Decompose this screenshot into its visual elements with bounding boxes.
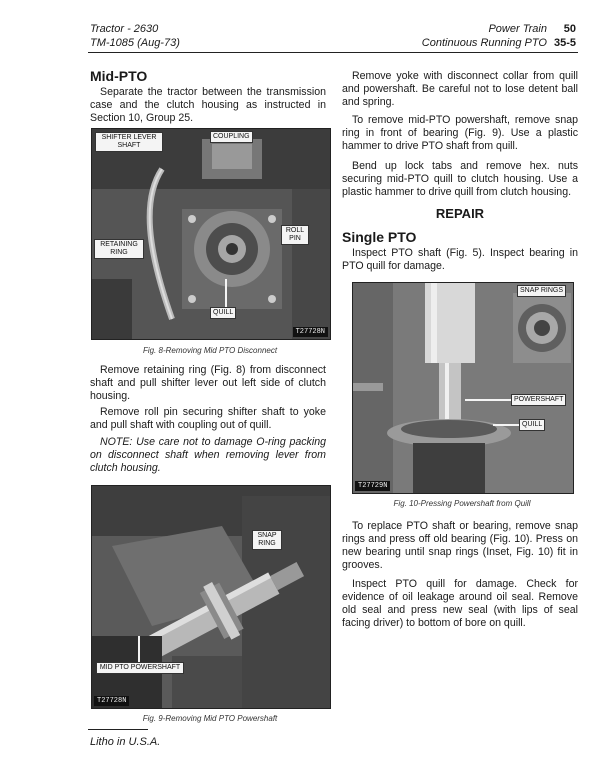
fig9-label-mid-pto-powershaft: MID PTO POWERSHAFT [96, 662, 184, 674]
fig8-label-quill: QUILL [210, 307, 236, 319]
left-paragraph-2: Remove retaining ring (Fig. 8) from disconnect shaft and pull shifter lever out left side of clutch housing. [90, 364, 326, 402]
header-rule [88, 52, 578, 53]
figure-10-caption: Fig. 10-Pressing Powershaft from Quill [393, 499, 531, 508]
header-left-line1: Tractor - 2630 [90, 23, 159, 35]
figure-8-caption: Fig. 8-Removing Mid PTO Disconnect [142, 346, 278, 355]
single-pto-heading: Single PTO [342, 229, 417, 245]
footer-text: Litho in U.S.A. [90, 736, 161, 748]
header-right-line2 [422, 37, 576, 50]
right-paragraph-1: Remove yoke with disconnect collar from quill and powershaft. Be careful not to lose detent ball and spring. [342, 70, 578, 108]
fig10-label-quill: QUILL [519, 419, 545, 431]
fig8-label-coupling: COUPLING [210, 131, 253, 143]
figure-9-illustration [92, 486, 330, 708]
footer-rule [88, 729, 148, 730]
fig10-label-powershaft: POWERSHAFT [511, 394, 566, 406]
left-paragraph-3: Remove roll pin securing shifter shaft to yoke and pull shaft with coupling out of quill. [90, 406, 326, 431]
figure-10-illustration [353, 283, 573, 493]
fig8-photo-tag: T27728N [293, 327, 328, 337]
fig9-label-snap-ring: SNAP RING [252, 530, 282, 550]
mid-pto-heading: Mid-PTO [90, 68, 148, 84]
right-paragraph-2: To remove mid-PTO powershaft, remove snap ring in front of bearing (Fig. 9). Use a plastic hammer to drive PTO shaft from quill. [342, 114, 578, 152]
fig9-powershaft-leader [138, 636, 140, 662]
left-note: NOTE: Use care not to damage O-ring packing on disconnect shaft when removing lever from clutch housing. [90, 436, 326, 474]
left-paragraph-1: Separate the tractor between the transmission case and the clutch housing as instructed in Section 10, Group 25. [90, 86, 326, 124]
fig8-label-roll-pin: ROLL PIN [281, 225, 309, 245]
header-right-line1 [488, 23, 576, 36]
figure-9-photo [91, 485, 331, 709]
right-paragraph-5: To replace PTO shaft or bearing, remove snap rings and press off old bearing (Fig. 10). Press on new bearing until snap rings (Inset, Fig. 10) fit in grooves. [342, 520, 578, 571]
right-paragraph-6: Inspect PTO quill for damage. Check for evidence of oil leakage around oil seal. Remove old seal and press new seal (with lips of seal facing driver) to bottom of bore on quill. [342, 578, 578, 629]
figure-9-caption: Fig. 9-Removing Mid PTO Powershaft [142, 714, 278, 723]
fig10-powershaft-leader [465, 399, 511, 401]
right-paragraph-4: Inspect PTO shaft (Fig. 5). Inspect bearing in PTO quill for damage. [342, 247, 578, 272]
header-section-number: 50 [563, 23, 576, 35]
fig8-label-retaining-ring: RETAINING RING [94, 239, 144, 259]
figure-8-photo [91, 128, 331, 340]
header-left-line2: TM-1085 (Aug-73) [90, 37, 180, 49]
fig8-quill-leader [225, 279, 227, 307]
header-section-title: Power Train [488, 23, 547, 35]
header-page-number: 35-5 [553, 37, 576, 49]
right-paragraph-3: Bend up lock tabs and remove hex. nuts securing mid-PTO quill to clutch housing. Use a plastic hammer to drive quill from clutch housing. [342, 160, 578, 198]
fig8-label-shifter-lever-shaft: SHIFTER LEVER SHAFT [95, 132, 163, 152]
repair-heading: REPAIR [435, 206, 485, 221]
fig10-quill-leader [493, 424, 519, 426]
fig10-photo-tag: T27729N [355, 481, 390, 491]
fig10-label-snap-rings: SNAP RINGS [517, 285, 566, 297]
fig9-photo-tag: T27728N [94, 696, 129, 706]
figure-10-photo [352, 282, 574, 494]
header-group-title: Continuous Running PTO [421, 37, 547, 49]
